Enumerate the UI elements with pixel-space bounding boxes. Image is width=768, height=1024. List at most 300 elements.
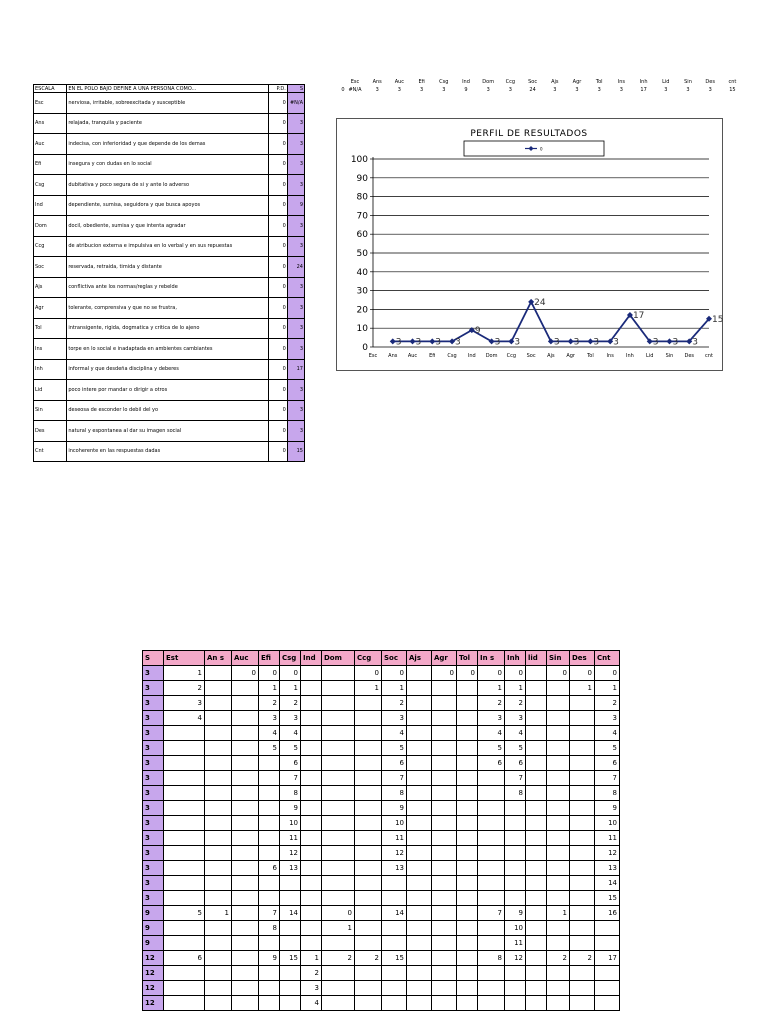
score-conversion-table xyxy=(142,650,620,1011)
scale-standard-score: 3 xyxy=(287,421,304,442)
standard-score-cell: 3 xyxy=(143,786,164,801)
raw-score-cell: 1 xyxy=(382,681,407,696)
scale-code: Auc xyxy=(34,134,67,155)
raw-score-cell xyxy=(322,846,355,861)
scale-standard-score: 3 xyxy=(287,318,304,339)
scale-code: Lid xyxy=(34,380,67,401)
data-label: 3 xyxy=(514,337,521,348)
raw-score-cell xyxy=(526,681,547,696)
x-tick-label: cnt xyxy=(705,353,713,359)
scale-row xyxy=(34,134,305,155)
raw-score-cell xyxy=(547,921,570,936)
raw-score-cell xyxy=(355,786,382,801)
scale-description: conflictiva ante los normas/reglas y rebelde xyxy=(67,277,268,298)
score-strip-value: 15 xyxy=(729,87,736,93)
x-tick-label: Auc xyxy=(407,353,418,359)
raw-score-cell xyxy=(232,711,259,726)
raw-score-cell: 6 xyxy=(478,756,505,771)
conversion-header-cell: Inh xyxy=(505,651,526,666)
raw-score-cell xyxy=(205,816,232,831)
scale-description: nerviosa, irritable, sobreexcitada y susceptible xyxy=(67,93,268,114)
raw-score-cell xyxy=(526,726,547,741)
raw-score-cell: 12 xyxy=(505,951,526,966)
raw-score-cell xyxy=(457,801,478,816)
raw-score-cell xyxy=(432,831,457,846)
standard-score-cell: 3 xyxy=(143,771,164,786)
scale-code: Ajs xyxy=(34,277,67,298)
conversion-header-cell: An s xyxy=(205,651,232,666)
raw-score-cell xyxy=(407,966,432,981)
raw-score-cell: 2 xyxy=(382,696,407,711)
raw-score-cell xyxy=(526,816,547,831)
scale-row xyxy=(34,359,305,380)
raw-score-cell xyxy=(355,936,382,951)
scale-raw-score: 0 xyxy=(268,421,287,442)
raw-score-cell xyxy=(301,861,322,876)
score-strip-label: Soc xyxy=(528,79,538,85)
raw-score-cell xyxy=(526,756,547,771)
score-strip-value: 3 xyxy=(375,87,379,93)
raw-score-cell xyxy=(478,846,505,861)
raw-score-cell: 8 xyxy=(505,786,526,801)
raw-score-cell: 4 xyxy=(505,726,526,741)
raw-score-cell xyxy=(432,861,457,876)
raw-score-cell xyxy=(322,681,355,696)
raw-score-cell xyxy=(301,711,322,726)
standard-score-cell: 3 xyxy=(143,816,164,831)
scale-description: reservada, retraida, timida y distante xyxy=(67,257,268,278)
raw-score-cell xyxy=(478,771,505,786)
raw-score-cell xyxy=(280,891,301,906)
scale-code: Efi xyxy=(34,154,67,175)
scale-description: incoherente en las respuestas dadas xyxy=(67,441,268,462)
raw-score-cell xyxy=(164,861,205,876)
raw-score-cell: 1 xyxy=(259,681,280,696)
scale-code: Ind xyxy=(34,195,67,216)
raw-score-cell xyxy=(432,921,457,936)
raw-score-cell: 13 xyxy=(280,861,301,876)
raw-score-cell xyxy=(205,876,232,891)
raw-score-cell xyxy=(164,921,205,936)
x-tick-label: Des xyxy=(684,353,695,359)
raw-score-cell xyxy=(205,951,232,966)
raw-score-cell xyxy=(355,981,382,996)
scale-standard-score: 3 xyxy=(287,298,304,319)
raw-score-cell: 8 xyxy=(382,786,407,801)
raw-score-cell xyxy=(407,981,432,996)
raw-score-cell xyxy=(457,936,478,951)
conversion-header-cell: Dom xyxy=(322,651,355,666)
raw-score-cell xyxy=(322,966,355,981)
standard-score-cell: 3 xyxy=(143,861,164,876)
score-strip-label: Ccg xyxy=(505,79,516,85)
raw-score-cell: 7 xyxy=(259,906,280,921)
scale-raw-score: 0 xyxy=(268,380,287,401)
raw-score-cell xyxy=(322,786,355,801)
raw-score-cell xyxy=(407,876,432,891)
raw-score-cell xyxy=(322,816,355,831)
raw-score-cell xyxy=(478,831,505,846)
raw-score-cell xyxy=(457,876,478,891)
conversion-row xyxy=(143,996,620,1011)
conversion-row xyxy=(143,831,620,846)
raw-score-cell xyxy=(164,996,205,1011)
raw-score-cell xyxy=(526,666,547,681)
raw-score-cell: 9 xyxy=(505,906,526,921)
raw-score-cell xyxy=(457,711,478,726)
scale-code: Tol xyxy=(34,318,67,339)
legend-label: 0 xyxy=(540,146,543,152)
raw-score-cell xyxy=(301,771,322,786)
raw-score-cell: 9 xyxy=(259,951,280,966)
raw-score-cell xyxy=(232,786,259,801)
raw-score-cell xyxy=(232,816,259,831)
raw-score-cell xyxy=(164,816,205,831)
raw-score-cell xyxy=(570,936,595,951)
raw-score-cell xyxy=(259,816,280,831)
raw-score-cell xyxy=(301,726,322,741)
raw-score-cell xyxy=(407,996,432,1011)
scale-description: de atribucion externa e impulsiva en lo verbal y en sus repuestas xyxy=(67,236,268,257)
raw-score-cell xyxy=(547,816,570,831)
raw-score-cell: 7 xyxy=(595,771,620,786)
raw-score-cell: 1 xyxy=(547,906,570,921)
raw-score-cell xyxy=(301,756,322,771)
standard-score-cell: 3 xyxy=(143,696,164,711)
data-label: 3 xyxy=(395,337,402,348)
raw-score-cell xyxy=(205,726,232,741)
conversion-row xyxy=(143,966,620,981)
y-tick-label: 80 xyxy=(356,192,368,203)
raw-score-cell xyxy=(457,681,478,696)
score-strip-label: Lid xyxy=(662,79,670,85)
raw-score-cell xyxy=(322,771,355,786)
raw-score-cell: 2 xyxy=(301,966,322,981)
scale-row xyxy=(34,421,305,442)
conversion-header-cell: Ajs xyxy=(407,651,432,666)
raw-score-cell xyxy=(457,951,478,966)
raw-score-cell xyxy=(301,741,322,756)
raw-score-cell xyxy=(570,846,595,861)
raw-score-cell: 6 xyxy=(505,756,526,771)
raw-score-cell xyxy=(407,801,432,816)
raw-score-cell xyxy=(301,936,322,951)
raw-score-cell xyxy=(205,681,232,696)
raw-score-cell: 1 xyxy=(205,906,232,921)
raw-score-cell xyxy=(259,996,280,1011)
raw-score-cell xyxy=(280,921,301,936)
scale-raw-score: 0 xyxy=(268,195,287,216)
raw-score-cell xyxy=(205,801,232,816)
y-tick-label: 60 xyxy=(356,230,368,241)
data-label: 3 xyxy=(593,337,600,348)
raw-score-cell xyxy=(259,891,280,906)
raw-score-cell xyxy=(432,801,457,816)
raw-score-cell xyxy=(570,771,595,786)
raw-score-cell xyxy=(232,906,259,921)
raw-score-cell xyxy=(505,816,526,831)
series-line xyxy=(393,302,709,342)
scale-raw-score: 0 xyxy=(268,236,287,257)
conversion-row xyxy=(143,696,620,711)
raw-score-cell xyxy=(322,666,355,681)
raw-score-cell xyxy=(232,876,259,891)
scale-standard-score: 9 xyxy=(287,195,304,216)
scale-standard-score: 3 xyxy=(287,339,304,360)
raw-score-cell: 1 xyxy=(280,681,301,696)
raw-score-cell: 3 xyxy=(280,711,301,726)
raw-score-cell xyxy=(595,936,620,951)
raw-score-cell xyxy=(407,861,432,876)
conversion-row xyxy=(143,786,620,801)
score-strip-label: Agr xyxy=(572,79,582,85)
raw-score-cell xyxy=(526,801,547,816)
raw-score-cell xyxy=(457,966,478,981)
raw-score-cell xyxy=(505,861,526,876)
standard-score-cell: 3 xyxy=(143,756,164,771)
scale-standard-score: 3 xyxy=(287,154,304,175)
conversion-row xyxy=(143,846,620,861)
score-strip-label: cnt xyxy=(728,79,737,85)
y-tick-label: 70 xyxy=(356,211,368,222)
conversion-header-cell: lid xyxy=(526,651,547,666)
raw-score-cell xyxy=(355,966,382,981)
raw-score-cell xyxy=(164,786,205,801)
raw-score-cell xyxy=(407,666,432,681)
raw-score-cell xyxy=(526,861,547,876)
scale-row xyxy=(34,257,305,278)
y-tick-label: 50 xyxy=(356,249,368,259)
raw-score-cell xyxy=(232,966,259,981)
raw-score-cell xyxy=(259,786,280,801)
scale-row xyxy=(34,154,305,175)
raw-score-cell xyxy=(322,876,355,891)
raw-score-cell xyxy=(355,741,382,756)
conversion-header-cell: Des xyxy=(570,651,595,666)
scale-standard-score: 17 xyxy=(287,359,304,380)
raw-score-cell xyxy=(259,846,280,861)
raw-score-cell: 0 xyxy=(280,666,301,681)
raw-score-cell: 14 xyxy=(595,876,620,891)
raw-score-cell xyxy=(570,816,595,831)
raw-score-cell xyxy=(547,711,570,726)
raw-score-cell xyxy=(547,996,570,1011)
conversion-row xyxy=(143,861,620,876)
raw-score-cell xyxy=(457,696,478,711)
raw-score-cell xyxy=(547,861,570,876)
scale-code: Soc xyxy=(34,257,67,278)
score-strip xyxy=(335,78,737,94)
raw-score-cell xyxy=(407,696,432,711)
raw-score-cell xyxy=(457,981,478,996)
scale-row xyxy=(34,216,305,237)
scale-row xyxy=(34,277,305,298)
raw-score-cell: 1 xyxy=(301,951,322,966)
raw-score-cell: 3 xyxy=(478,711,505,726)
raw-score-cell: 1 xyxy=(164,666,205,681)
raw-score-cell xyxy=(478,936,505,951)
conversion-row xyxy=(143,741,620,756)
standard-score-cell: 3 xyxy=(143,891,164,906)
raw-score-cell xyxy=(322,831,355,846)
raw-score-cell xyxy=(570,711,595,726)
standard-score-cell: 12 xyxy=(143,951,164,966)
raw-score-cell xyxy=(301,831,322,846)
score-strip-label: Auc xyxy=(394,79,405,85)
data-label: 24 xyxy=(534,297,546,308)
raw-score-cell xyxy=(457,786,478,801)
scale-raw-score: 0 xyxy=(268,216,287,237)
raw-score-cell xyxy=(232,681,259,696)
raw-score-cell: 3 xyxy=(595,711,620,726)
score-strip-value: 3 xyxy=(686,87,690,93)
raw-score-cell xyxy=(407,921,432,936)
raw-score-cell xyxy=(526,906,547,921)
raw-score-cell xyxy=(432,846,457,861)
raw-score-cell xyxy=(526,996,547,1011)
raw-score-cell xyxy=(205,711,232,726)
raw-score-cell xyxy=(164,936,205,951)
scale-description: dependiente, sumisa, seguidora y que busca apoyos xyxy=(67,195,268,216)
raw-score-cell: 2 xyxy=(355,951,382,966)
raw-score-cell: 5 xyxy=(595,741,620,756)
raw-score-cell xyxy=(205,756,232,771)
raw-score-cell xyxy=(164,966,205,981)
raw-score-cell xyxy=(432,756,457,771)
raw-score-cell: 5 xyxy=(164,906,205,921)
standard-score-cell: 12 xyxy=(143,996,164,1011)
raw-score-cell xyxy=(570,741,595,756)
raw-score-cell xyxy=(355,756,382,771)
raw-score-cell xyxy=(547,936,570,951)
scale-raw-score: 0 xyxy=(268,400,287,421)
raw-score-cell xyxy=(301,921,322,936)
conversion-row xyxy=(143,666,620,681)
scale-code: Dom xyxy=(34,216,67,237)
raw-score-cell: 6 xyxy=(595,756,620,771)
scale-code: Inh xyxy=(34,359,67,380)
raw-score-cell xyxy=(595,981,620,996)
score-strip-value: 3 xyxy=(508,87,512,93)
raw-score-cell xyxy=(301,696,322,711)
data-label: 3 xyxy=(455,337,461,348)
score-strip-label: Tol xyxy=(595,79,603,85)
standard-score-cell: 3 xyxy=(143,726,164,741)
raw-score-cell xyxy=(505,891,526,906)
scale-standard-score: 3 xyxy=(287,175,304,196)
raw-score-cell: 2 xyxy=(280,696,301,711)
raw-score-cell xyxy=(205,846,232,861)
raw-score-cell xyxy=(505,876,526,891)
raw-score-cell xyxy=(232,981,259,996)
conversion-row xyxy=(143,921,620,936)
raw-score-cell xyxy=(407,711,432,726)
raw-score-cell xyxy=(570,831,595,846)
score-strip-label: Ind xyxy=(462,79,470,85)
scale-standard-score: 3 xyxy=(287,236,304,257)
raw-score-cell xyxy=(301,786,322,801)
raw-score-cell xyxy=(322,726,355,741)
scale-standard-score: 24 xyxy=(287,257,304,278)
raw-score-cell xyxy=(259,831,280,846)
raw-score-cell xyxy=(382,891,407,906)
scale-raw-score: 0 xyxy=(268,154,287,175)
raw-score-cell xyxy=(382,966,407,981)
scale-raw-score: 0 xyxy=(268,93,287,114)
raw-score-cell xyxy=(547,846,570,861)
raw-score-cell xyxy=(478,801,505,816)
raw-score-cell xyxy=(322,756,355,771)
conversion-row xyxy=(143,936,620,951)
y-tick-label: 90 xyxy=(356,173,368,184)
conversion-header-cell: Sin xyxy=(547,651,570,666)
score-strip-label: Ajs xyxy=(551,79,559,85)
raw-score-cell: 8 xyxy=(280,786,301,801)
raw-score-cell xyxy=(570,696,595,711)
raw-score-cell: 12 xyxy=(280,846,301,861)
scale-description: docil, obediente, sumisa y que intenta agradar xyxy=(67,216,268,237)
raw-score-cell xyxy=(164,876,205,891)
standard-score-cell: 9 xyxy=(143,936,164,951)
raw-score-cell: 7 xyxy=(478,906,505,921)
raw-score-cell xyxy=(407,936,432,951)
raw-score-cell xyxy=(301,666,322,681)
conversion-header-cell: S xyxy=(143,651,164,666)
scale-row xyxy=(34,318,305,339)
raw-score-cell xyxy=(322,696,355,711)
raw-score-cell xyxy=(164,846,205,861)
raw-score-cell: 9 xyxy=(595,801,620,816)
raw-score-cell xyxy=(570,726,595,741)
raw-score-cell xyxy=(382,936,407,951)
y-tick-label: 20 xyxy=(356,305,368,316)
raw-score-cell: 15 xyxy=(280,951,301,966)
raw-score-cell xyxy=(505,996,526,1011)
raw-score-cell: 0 xyxy=(570,666,595,681)
raw-score-cell xyxy=(457,756,478,771)
raw-score-cell: 6 xyxy=(259,861,280,876)
raw-score-cell xyxy=(355,996,382,1011)
raw-score-cell xyxy=(382,981,407,996)
raw-score-cell xyxy=(232,831,259,846)
scale-raw-score: 0 xyxy=(268,113,287,134)
raw-score-cell xyxy=(432,696,457,711)
score-strip-value: 3 xyxy=(553,87,557,93)
raw-score-cell xyxy=(432,981,457,996)
raw-score-cell xyxy=(280,936,301,951)
raw-score-cell xyxy=(478,921,505,936)
raw-score-cell xyxy=(205,891,232,906)
raw-score-cell xyxy=(232,801,259,816)
x-tick-label: Lid xyxy=(646,353,654,359)
scale-standard-score: 3 xyxy=(287,380,304,401)
raw-score-cell: 2 xyxy=(547,951,570,966)
raw-score-cell xyxy=(355,711,382,726)
conversion-table-header xyxy=(143,651,620,666)
score-strip-value: 24 xyxy=(529,87,536,93)
raw-score-cell: 4 xyxy=(382,726,407,741)
raw-score-cell xyxy=(526,831,547,846)
raw-score-cell xyxy=(382,921,407,936)
raw-score-cell xyxy=(205,921,232,936)
y-tick-label: 40 xyxy=(356,267,368,278)
raw-score-cell xyxy=(164,981,205,996)
raw-score-cell xyxy=(232,951,259,966)
raw-score-cell xyxy=(232,996,259,1011)
raw-score-cell xyxy=(355,906,382,921)
standard-score-cell: 3 xyxy=(143,801,164,816)
raw-score-cell xyxy=(547,801,570,816)
